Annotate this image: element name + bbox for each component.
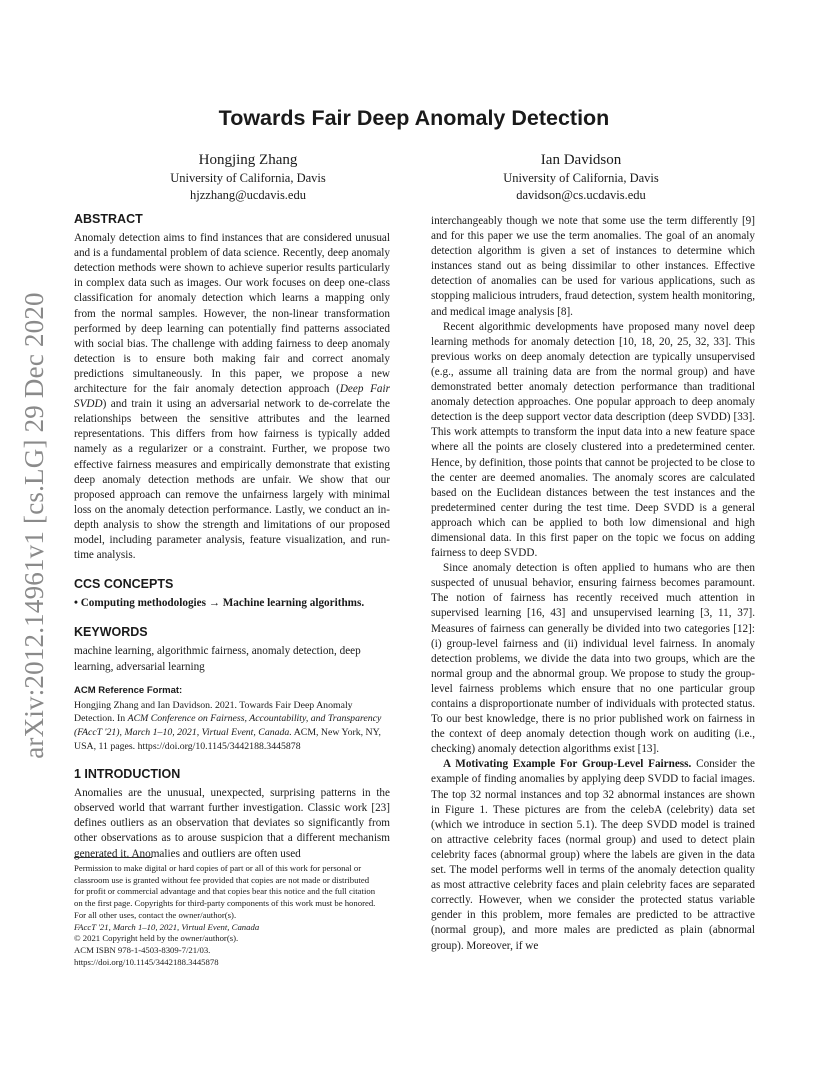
copyright-footnote (74, 857, 404, 968)
introduction-paragraph: Anomalies are the unusual, unexpected, surprising patterns in the observed world that warrant further investigation. Classic work [23] defines outliers as an observation that deviates so significantly from other observations as to arouse suspicion that a different mechanism generated it. Anomalies and outliers are often used (74, 787, 390, 860)
author-block-2 (431, 150, 731, 204)
author-block-1 (98, 150, 398, 204)
body-paragraph: Since anomaly detection is often applied to humans who are then suspected of unusual behavior, ensuring fairness becomes paramount. The notion of fairness has recently received much attention in supervised learning [16, 43] and unsupervised learning [3, 11, 37]. Measures of fairness can generally be divided into two categories [12]: (i) group-level fairness and (ii) individual level fairness. In anomaly detection problems, we divide the data into two groups, which are the normal group and the abnormal group. We propose to study the group-level fairness problems which ensure that no one particular group contains a disproportionate number of individuals with protected status. To our best knowledge, there is no prior published work on fairness in the context of deep anomaly detection though work on auditing (i.e., checking) anomaly detection algorithms exist [13]. (431, 562, 755, 756)
author-email: hjzzhang@ucdavis.edu (190, 188, 306, 202)
right-column (431, 214, 755, 954)
keywords-heading: KEYWORDS (74, 625, 148, 640)
permission-line: Permission to make digital or hard copies of part or all of this work for personal or (74, 863, 362, 873)
abstract-text: Anomaly detection aims to find instances that are considered unusual and is a fundamental problem of data science. Recently, deep anomaly detection methods were shown to achieve superior results particularly in complex data such as images. Our work focuses on deep one-class classification for anomaly detection which learns a mapping only from the normal samples. However, the non-linear transformation performed by deep learning can potentially find patterns associated with social bias. The challenge with adding fairness to deep anomaly detection is to ensure both making fair and correct anomaly predictions simultaneously. In this paper, we propose a new architecture for the fair anomaly detection approach (Deep Fair SVDD) and train it using an adversarial network to de-correlate the relationships between the sensitive attributes and the learned representations. This differs from how fairness is typically added namely as a regularizer or a constraint. Further, we propose two effective fairness measures and empirically demonstrate that existing deep anomaly detection methods are unfair. We show that our proposed approach can remove the unfairness largely with minimal loss on the anomaly detection performance. Lastly, we conduct an in-depth analysis to show the strength and limitations of our proposed model, including parameter analysis, feature visualization, and run-time analysis. (74, 232, 390, 562)
paper-title: Towards Fair Deep Anomaly Detection (218, 106, 610, 130)
permission-line: for profit or commercial advantage and that copies bear this notice and the full citation (74, 886, 376, 897)
permission-line: classroom use is granted without fee provided that copies are not made or distributed (74, 874, 370, 885)
ccs-text: • Computing methodologies → Machine learning algorithms. (74, 597, 365, 610)
author-affiliation: University of California, Davis (503, 171, 659, 185)
abstract-heading: ABSTRACT (74, 212, 143, 226)
body-paragraph: interchangeably though we note that some use the term differently [9] and for this paper we use the term anomalies. The goal of an anomaly detection algorithm is given a set of instances to determine which instances stand out as being dissimilar to other instances. Effective detection of anomalies can be used for various applications, such as stopping malicious intruders, fraud detection, system health monitoring, and medical image analysis [8]. (431, 215, 755, 318)
author-email: davidson@cs.ucdavis.edu (516, 188, 646, 202)
venue-line: FAccT '21, March 1–10, 2021, Virtual Event, Canada (74, 921, 260, 932)
acm-reference-heading: ACM Reference Format: (74, 684, 183, 696)
doi-link[interactable]: https://doi.org/10.1145/3442188.3445878 (74, 956, 219, 967)
motivating-example-heading: A Motivating Example For Group-Level Fairness. (443, 758, 692, 771)
isbn-line: ACM ISBN 978-1-4503-8309-7/21/03. (74, 944, 211, 955)
body-paragraph: A Motivating Example For Group-Level Fairness. Consider the example of finding anomalies by applying deep SVDD to facial images. The top 32 normal instances and top 32 abnormal instances are shown in Figure 1. These pictures are from the celebA (celebrity) data set (which we introduce in section 5.1). The deep SVDD model is trained on attractive celebrity faces (normal group) and used to detect plain celebrity faces (abnormal group) where the labels are given in the data set. The model performs well in terms of the anomaly detection quality as most attractive celebrity faces and plain celebrity faces are separated correctly. However, when we consider the protected status variable gender in this problem, more females are predicted to be attractive (normal group), and more males are predicted as plain (abnormal group). Moreover, if we (431, 758, 755, 952)
author-affiliation: University of California, Davis (170, 171, 326, 185)
author-name: Ian Davidson (540, 152, 622, 168)
introduction-heading: 1 INTRODUCTION (74, 767, 181, 782)
keywords-text: machine learning, algorithmic fairness, anomaly detection, deep learning, adversarial learning (74, 645, 361, 673)
left-column (74, 212, 390, 862)
copyright-line: © 2021 Copyright held by the owner/author(s). (74, 933, 239, 944)
arxiv-identifier (14, 290, 54, 760)
permission-line: on the first page. Copyrights for third-party components of this work must be honored. (74, 898, 376, 909)
permission-line: For all other uses, contact the owner/author(s). (74, 909, 237, 920)
author-name: Hongjing Zhang (198, 152, 298, 168)
body-paragraph: Recent algorithmic developments have proposed many novel deep learning methods for anomaly detection [10, 18, 20, 25, 32, 33]. This previous works on deep anomaly detection are typically unsupervised (e.g., assume all training data are from the normal group) and have demonstrated better anomaly detection performance than traditional anomaly detection approaches. One popular approach to deep anomaly detection is the deep support vector data description (deep SVDD) [33]. This work attempts to transform the input data into a new feature space where all the points are closely clustered into a predetermined center. Hence, by definition, those points that cannot be projected to be close to the center are deemed anomalies. The anomaly scores are calculated based on the Euclidean distances between the test instances and the predetermined center during the test time. Deep SVDD is a general approach which can be applied to both low dimensional and high dimensional data. In this first paper on the topic we focus on adding fairness to deep SVDD. (431, 320, 755, 560)
acm-reference-text: Hongjing Zhang and Ian Davidson. 2021. Towards Fair Deep Anomaly Detection. In ACM Conference on Fairness, Accountability, and Transparency (FAccT '21), March 1–10, 2021, Virtual Event, Canada. ACM, New York, NY, USA, 11 pages. https://doi.org/10.1145/3442188.3445878 (74, 699, 382, 752)
arxiv-identifier-text: arXiv:2012.14961v1 [cs.LG] 29 Dec 2020 (18, 291, 49, 759)
footnote-rule (74, 857, 152, 858)
ccs-heading: CCS CONCEPTS (74, 577, 174, 592)
